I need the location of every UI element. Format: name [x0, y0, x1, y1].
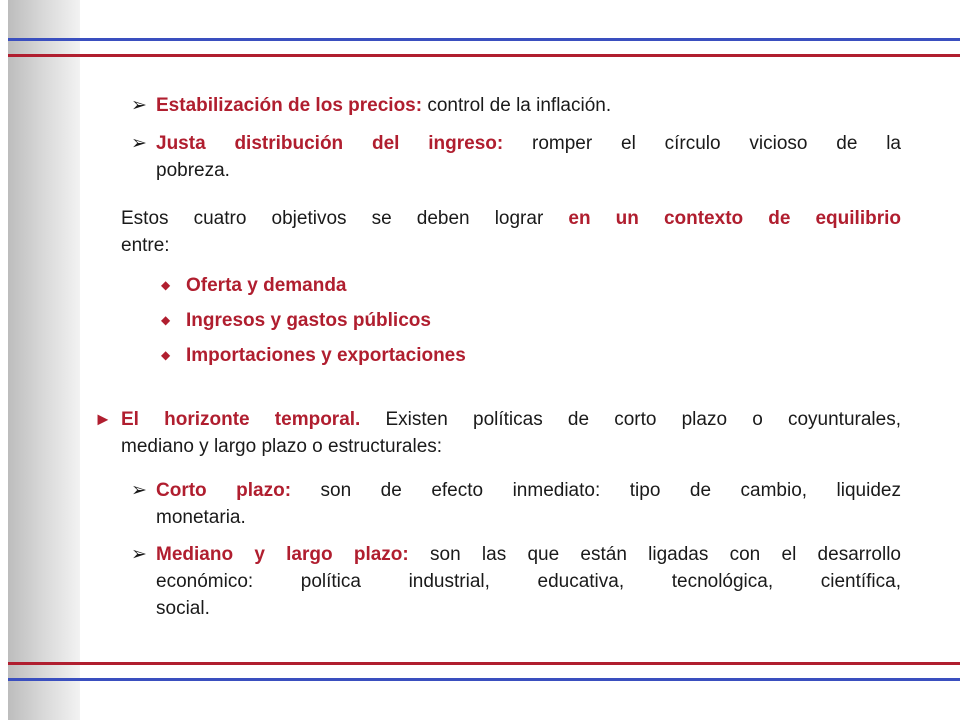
objective-item-income-distribution-cont: [156, 157, 901, 184]
bullet-text: Importaciones y exportaciones: [186, 345, 466, 366]
diamond-icon: ◆: [161, 348, 171, 362]
horizon-text: son las que están ligadas con el desarrollo: [408, 544, 901, 565]
horizon-text: monetaria.: [156, 507, 246, 528]
section-heading-time-horizon-cont: [121, 433, 901, 460]
equilibrium-paragraph-cont: [121, 232, 901, 259]
arrowhead-icon: ➢: [131, 133, 147, 154]
bullet-text: Oferta y demanda: [186, 275, 347, 296]
equilibrium-bullet: [186, 272, 886, 299]
diamond-icon: ◆: [161, 278, 171, 292]
objective-text: pobreza.: [156, 160, 230, 181]
arrowhead-icon: ➢: [131, 95, 147, 116]
paragraph-emphasis: en un contexto de equilibrio: [568, 208, 901, 229]
arrowhead-icon: ➢: [131, 544, 147, 565]
horizon-text: social.: [156, 598, 210, 619]
horizon-label: Mediano y largo plazo:: [156, 544, 409, 565]
objective-label: Estabilización de los precios:: [156, 95, 423, 116]
horizon-text: económico: política industrial, educativa, tecnológica, científica,: [156, 571, 901, 592]
horizon-item-short-term: [156, 477, 901, 504]
equilibrium-bullet: [186, 342, 886, 369]
triangle-right-icon: ►: [94, 409, 112, 429]
section-heading-label: El horizonte temporal.: [121, 409, 361, 430]
objective-label: Justa distribución del ingreso:: [156, 133, 504, 154]
section-heading-text: Existen políticas de corto plazo o coyunturales,: [360, 409, 901, 430]
objective-item-income-distribution: [156, 130, 901, 157]
paragraph-text: Estos cuatro objetivos se deben lograr: [121, 208, 569, 229]
bullet-text: Ingresos y gastos públicos: [186, 310, 431, 331]
horizon-item-short-term-cont: [156, 504, 901, 531]
horizon-item-medium-long-term-cont: [156, 568, 901, 595]
arrowhead-icon: ➢: [131, 480, 147, 501]
paragraph-text: entre:: [121, 235, 170, 256]
horizon-label: Corto plazo:: [156, 480, 292, 501]
horizon-item-medium-long-term: [156, 541, 901, 568]
section-heading-time-horizon: [121, 406, 901, 433]
equilibrium-bullet: [186, 307, 886, 334]
diamond-icon: ◆: [161, 313, 171, 327]
objective-text: control de la inflación.: [422, 95, 612, 116]
equilibrium-paragraph: [121, 205, 901, 232]
section-heading-text: mediano y largo plazo o estructurales:: [121, 436, 443, 457]
objective-item-price-stability: [156, 92, 901, 119]
objective-text: romper el círculo vicioso de la: [503, 133, 901, 154]
horizon-item-medium-long-term-cont2: [156, 595, 901, 622]
horizon-text: son de efecto inmediato: tipo de cambio, liquidez: [291, 480, 901, 501]
